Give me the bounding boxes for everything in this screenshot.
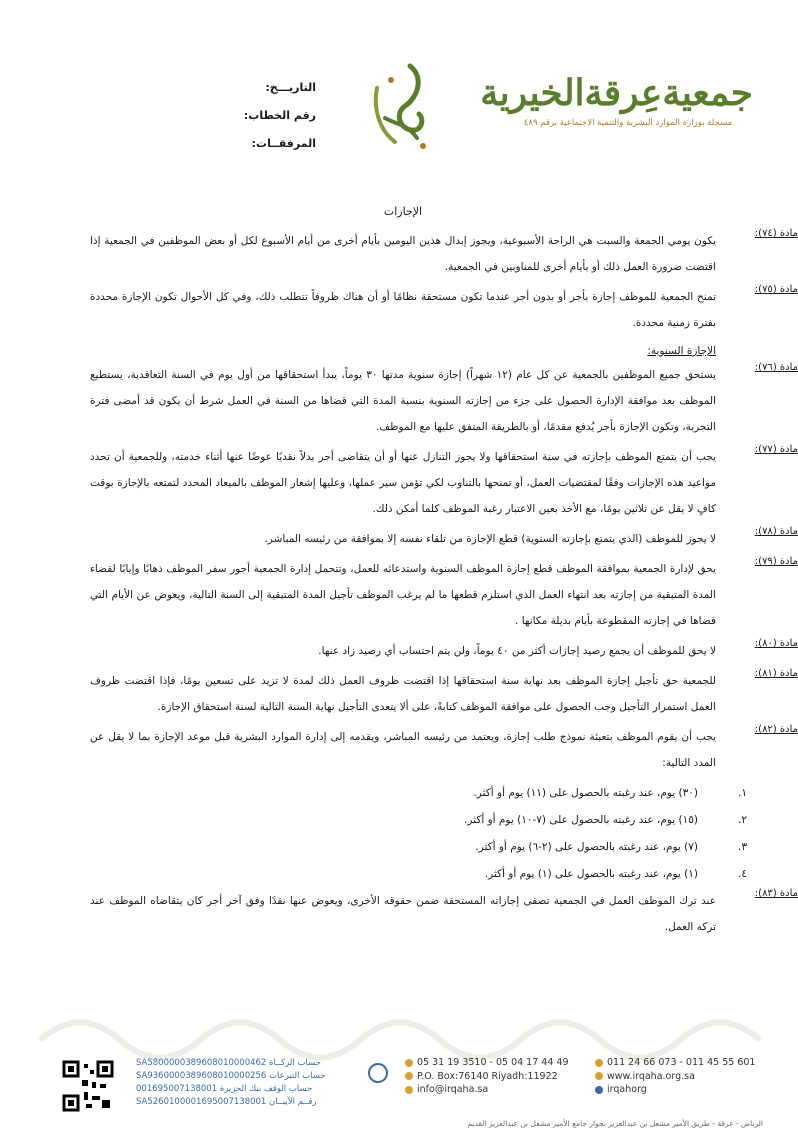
article-text: يجب أن يتمتع الموظف بإجازته في سنة استحقاقها ولا يجوز التنازل عنها أو أن يتقاضى أجر بدلاً نقديًا عوضًا عنها أثناء خدمته، وللجمعية أن تحدد مواعيد هذه الإجازات وفقًا لمقتضيات العمل، أو تمنحها بالتناوب لكي تؤمن سير عملها، وعليها إشعار الموظف بالميعاد المحدد لتمتعه بالإجازة بوقت كافٍ لا يقل عن ثلاثين يومًا، مع الأخذ بعين الاعتبار رغبة الموظف كلما أمكن ذلك. bbox=[90, 451, 716, 515]
qr-code-icon[interactable] bbox=[62, 1060, 114, 1112]
landline-numbers: 011 24 66 073 - 011 45 55 601 bbox=[607, 1057, 756, 1068]
article-76 bbox=[90, 362, 798, 440]
document-body bbox=[90, 200, 798, 944]
list-text: (٧) يوم، عند رغبته بالحصول على (٢-٦) يوم أو أكثر. bbox=[475, 841, 698, 853]
mobile-numbers: 05 31 19 3510 - 05 04 17 44 49 bbox=[417, 1057, 569, 1068]
website-text[interactable]: www.irqaha.org.sa bbox=[607, 1070, 695, 1082]
email-line[interactable] bbox=[405, 1083, 585, 1097]
article-label: مادة (٧٥): bbox=[754, 284, 798, 295]
article-text: يحق لإدارة الجمعية بموافقة الموظف قطع إجازة الموظف السنوية واستدعائه للعمل، وتتحمل إدارة الجمعية أجور سفر الموظف ذهابًا وإيابًا لقضاء المدة المتبقية من إجازته بعد انتهاء العمل الذي استلزم قطعها ما لم يرغب الموظف تأجيل المدة المتبقية إلى السنة التالية، ويعوض عن الأيام التي قضاها في إجازته المقطوعة بأيام بديلة مكانها . bbox=[90, 563, 716, 627]
article-text: يكون يومي الجمعة والسبت هي الراحة الأسبوعية، ويجوز إبدال هذين اليومين بأيام أخرى من أيام الأسبوع لكل أو بعض الموظفين في الجمعية إذا اقتضت ضرورة العمل ذلك أو بأيام أخرى للمناوبين في الجمعية. bbox=[90, 235, 716, 273]
reference-label: رقم الخطاب: bbox=[243, 109, 316, 122]
globe-icon bbox=[595, 1072, 603, 1080]
list-item bbox=[90, 780, 747, 807]
bank-accounts bbox=[136, 1057, 358, 1109]
article-text: عند ترك الموظف العمل في الجمعية تصفى إجازاته المستحقة ضمن حقوقه الأخرى، ويعوض عنها نقدًا وفق آخر أجر كان يتقاضاه الموظف عند تركه العمل. bbox=[90, 895, 716, 933]
pobox-line bbox=[405, 1070, 585, 1084]
telephone-icon bbox=[595, 1059, 603, 1067]
list-number: ١. bbox=[738, 787, 747, 799]
article-77 bbox=[90, 444, 798, 522]
list-number: ٣. bbox=[738, 841, 747, 853]
contact-info bbox=[405, 1056, 585, 1097]
list-item bbox=[90, 834, 747, 861]
website-line[interactable] bbox=[595, 1070, 765, 1084]
list-text: (١) يوم، عند رغبته بالحصول على (١) يوم أو أكثر. bbox=[484, 868, 698, 880]
date-label: التاريـــخ: bbox=[265, 81, 316, 94]
attachments-label: المرفقــات: bbox=[251, 137, 316, 150]
list-text: (١٥) يوم، عند رغبته بالحصول على (٧-١٠) يوم أو أكثر. bbox=[464, 814, 698, 826]
article-text: تمنح الجمعية للموظف إجازة بأجر أو بدون أجر عندما تكون مستحقة نظامًا أو أن هناك ظروفاً تتطلب ذلك، وفي كل الأحوال تكون الإجازة محددة بفترة زمنية محددة. bbox=[90, 291, 716, 329]
list-item bbox=[90, 807, 747, 834]
article-79 bbox=[90, 556, 798, 634]
mailbox-icon bbox=[405, 1072, 413, 1080]
article-label: مادة (٧٦): bbox=[754, 362, 798, 373]
article-text: للجمعية حق تأجيل إجازة الموظف بعد نهاية سنة استحقاقها إذا اقتضت ظروف العمل ذلك لمدة لا تزيد على تسعين يومًا، فإذا اقتضت ظروف العمل استمرار التأجيل وجب الحصول على موافقة الموظف كتابةً، على ألا يتعدى التأجيل نهاية السنة التالية لسنة استحقاق الإجازة. bbox=[90, 675, 716, 713]
social-handle[interactable]: irqahorg bbox=[607, 1084, 647, 1095]
web-info bbox=[595, 1056, 765, 1097]
article-78 bbox=[90, 526, 798, 552]
organization-logo bbox=[480, 70, 753, 150]
article-label: مادة (٨٢): bbox=[754, 724, 798, 735]
article-label: مادة (٨٠): bbox=[754, 638, 798, 649]
calligraphy-emblem-icon bbox=[355, 58, 440, 158]
phone-icon bbox=[405, 1059, 413, 1067]
social-media-icon bbox=[595, 1086, 603, 1094]
article-74 bbox=[90, 228, 798, 280]
article-label: مادة (٧٨): bbox=[754, 526, 798, 537]
article-83 bbox=[90, 888, 798, 940]
article-80 bbox=[90, 638, 798, 664]
article-81 bbox=[90, 668, 798, 720]
annual-leave-heading: الإجازة السنوية: bbox=[647, 345, 716, 357]
iban-account: SA5260100001695007138001 رقــم الآيبــان bbox=[136, 1097, 317, 1107]
list-number: ٤. bbox=[738, 868, 747, 880]
article-text: يستحق جميع الموظفين بالجمعية عن كل عام (١٢ شهراً) إجازة سنوية مدتها ٣٠ يوماً، يبدأ استحقاقها من أول يوم في السنة التعاقدية، يستطيع الموظف بعد موافقة الإدارة الحصول على جزء من إجازته السنوية بنسبة المدة التي قضاها من السنة في العمل شرط أن يكون قد أمضى فترة التجربة، وتكون الإجازة بأجر يُدفع مقدمًا، أو بالطريقة المتفق عليها مع الموظف. bbox=[90, 369, 717, 433]
article-75 bbox=[90, 284, 798, 336]
email-icon bbox=[405, 1086, 413, 1094]
organization-name: جمعيةعِرقةالخيرية bbox=[480, 72, 753, 114]
bank-icon bbox=[368, 1063, 388, 1083]
pobox-text: P.O. Box:76140 Riyadh:11922 bbox=[417, 1070, 558, 1082]
section-title: الإجازات bbox=[383, 205, 423, 218]
article-label: مادة (٧٧): bbox=[754, 444, 798, 455]
address-text: الرياض - عرقة - طريق الأمير مشعل بن عبدالعزيز بجوار جامع الأمير مشعل بن عبدالعزيز القديم bbox=[467, 1119, 763, 1128]
list-text: (٣٠) يوم، عند رغبته بالحصول على (١١) يوم أو أكثر. bbox=[473, 787, 698, 799]
article-label: مادة (٨٣): bbox=[754, 888, 798, 899]
donations-account: SA9360000389608010000256 حساب التبرعات bbox=[136, 1071, 326, 1081]
list-number: ٢. bbox=[738, 814, 747, 826]
article-text: يجب أن يقوم الموظف بتعبئة نموذج طلب إجازة، ويعتمد من رئيسه المباشر، ويقدمه إلى إدارة الموارد البشرية قبل موعد الإجازة بما لا يقل عن المدد التالية: bbox=[90, 731, 716, 769]
letterhead-footer bbox=[0, 1050, 787, 1132]
landline-line bbox=[595, 1056, 765, 1070]
article-label: مادة (٧٩): bbox=[754, 556, 798, 567]
organization-registration: مسجلة بوزارة الموارد البشرية والتنمية الاجتماعية برقم ٤٨٩ bbox=[523, 118, 733, 128]
social-line[interactable] bbox=[595, 1083, 765, 1097]
article-82 bbox=[90, 724, 798, 776]
endowment-account: 001695007138001 حساب الوقف بنك الجزيرة bbox=[136, 1084, 313, 1094]
list-item bbox=[90, 861, 747, 888]
article-text: لا يحق للموظف أن يجمع رصيد إجازات أكثر من ٤٠ يوماً، ولن يتم احتساب أي رصيد زاد عنها. bbox=[318, 645, 716, 657]
article-label: مادة (٨١): bbox=[754, 668, 798, 679]
article-label: مادة (٧٤): bbox=[754, 228, 798, 239]
mobile-line bbox=[405, 1056, 585, 1070]
article-text: لا يجوز للموظف (الذي يتمتع بإجازته السنوية) قطع الإجازة من تلقاء نفسه إلا بموافقة من رئيسه المباشر. bbox=[264, 533, 716, 545]
letter-meta bbox=[196, 80, 316, 164]
email-text[interactable]: info@irqaha.sa bbox=[417, 1084, 489, 1095]
zakat-account: SA5800000389608010000462 حساب الزكــاة bbox=[136, 1058, 321, 1068]
